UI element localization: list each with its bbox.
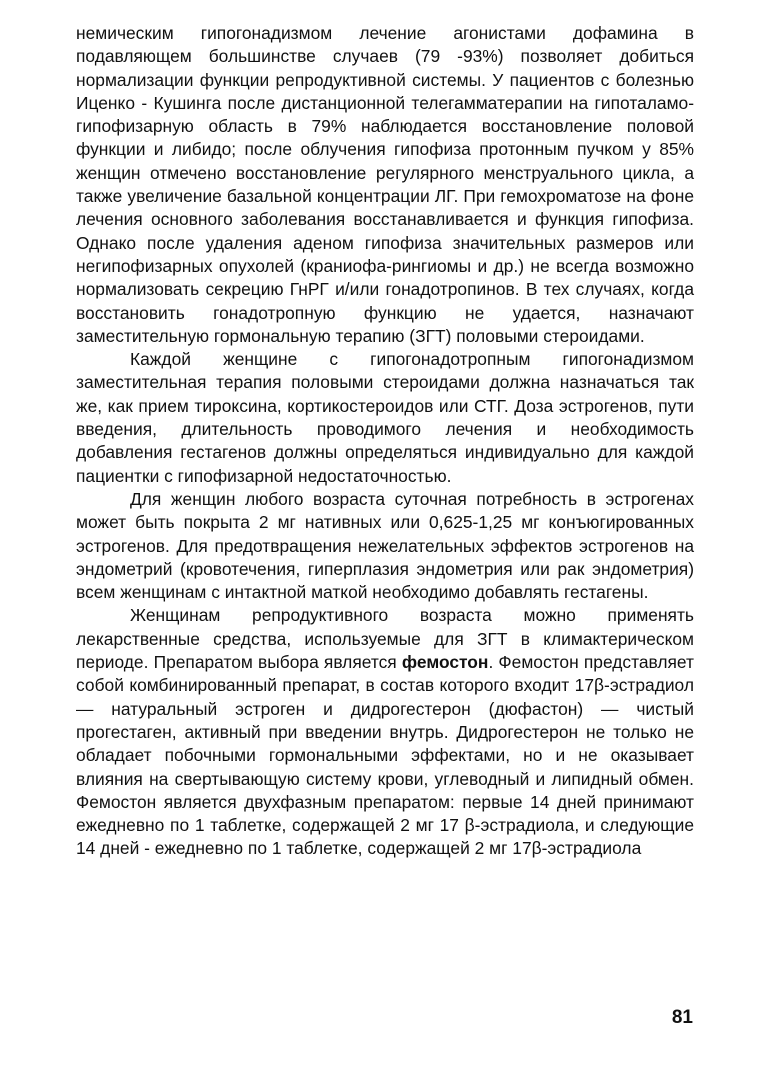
paragraph-4-text-rest: . Фемостон представляет собой комбинированный препарат, в состав которого входит 17β-эстрадиол — натуральный эстроген и дидрогестерон (дюфастон) — чистый прогестаген, активный при введении внутрь. Дидрогестерон не только не обладает побочными гормональными эффектами, но и не оказывает влияния на свертывающую систему крови, углеводный и липидный обмен. Фемостон является двухфазным препаратом: первые 14 дней принимают ежедневно по 1 таблетке, содержащей 2 мг 17 β-эстрадиола, и следующие 14 дней - ежедневно по 1 таблетке, содержащей 2 мг 17β-эстрадиола (76, 652, 694, 859)
paragraph-1-text: немическим гипогонадизмом лечение агонистами дофамина в подавляющем большинстве случаев (79 -93%) позволяет добиться нормализации функции репродуктивной системы. У пациентов с болезнью Иценко - Кушинга после дистанционной телегамматерапии на гипоталамо-гипофизарную область в 79% наблюдается восстановление половой функции и либидо; после облучения гипофиза протонным пучком у 85% женщин отмечено восстановление регулярного менструального цикла, а также увеличение базальной концентрации ЛГ. При гемохроматозе на фоне лечения основного заболевания восстанавливается и функция гипофиза. Однако после удаления аденом гипофиза значительных размеров или негипофизарных опухолей (краниофа-рингиомы и др.) не всегда возможно нормализовать секрецию ГнРГ и/или гонадотропинов. В тех случаях, когда восстановить гонадотропную функцию не удается, назначают заместительную гормональную терапию (ЗГТ) половыми стероидами. (76, 23, 694, 346)
paragraph-1 (76, 22, 694, 348)
paragraph-2 (76, 348, 694, 488)
paragraph-4 (76, 604, 694, 860)
paragraph-4-text-start: Женщинам репродуктивного возраста можно применять лекарственные средства, используемые для ЗГТ в климактерическом периоде. Препаратом выбора является (76, 605, 694, 673)
page-number: 81 (671, 1007, 693, 1028)
drug-name-bold: фемостон (401, 652, 489, 673)
paragraph-3 (76, 488, 694, 604)
paragraph-2-text: Каждой женщине с гипогонадотропным гипогонадизмом заместительная терапия половыми стероидами должна назначаться так же, как прием тироксина, кортикостероидов или СТГ. Доза эстрогенов, пути введения, длительность проводимого лечения и необходимость добавления гестагенов должны определяться индивидуально для каждой пациентки с гипофизарной недостаточностью. (76, 349, 694, 486)
page-body (76, 22, 694, 861)
paragraph-3-text: Для женщин любого возраста суточная потребность в эстрогенах может быть покрыта 2 мг нативных или 0,625-1,25 мг конъюгированных эстрогенов. Для предотвращения нежелательных эффектов эстрогенов на эндометрий (кровотечения, гиперплазия эндометрия или рак эндометрия) всем женщинам с интактной маткой необходимо добавлять гестагены. (76, 488, 694, 603)
